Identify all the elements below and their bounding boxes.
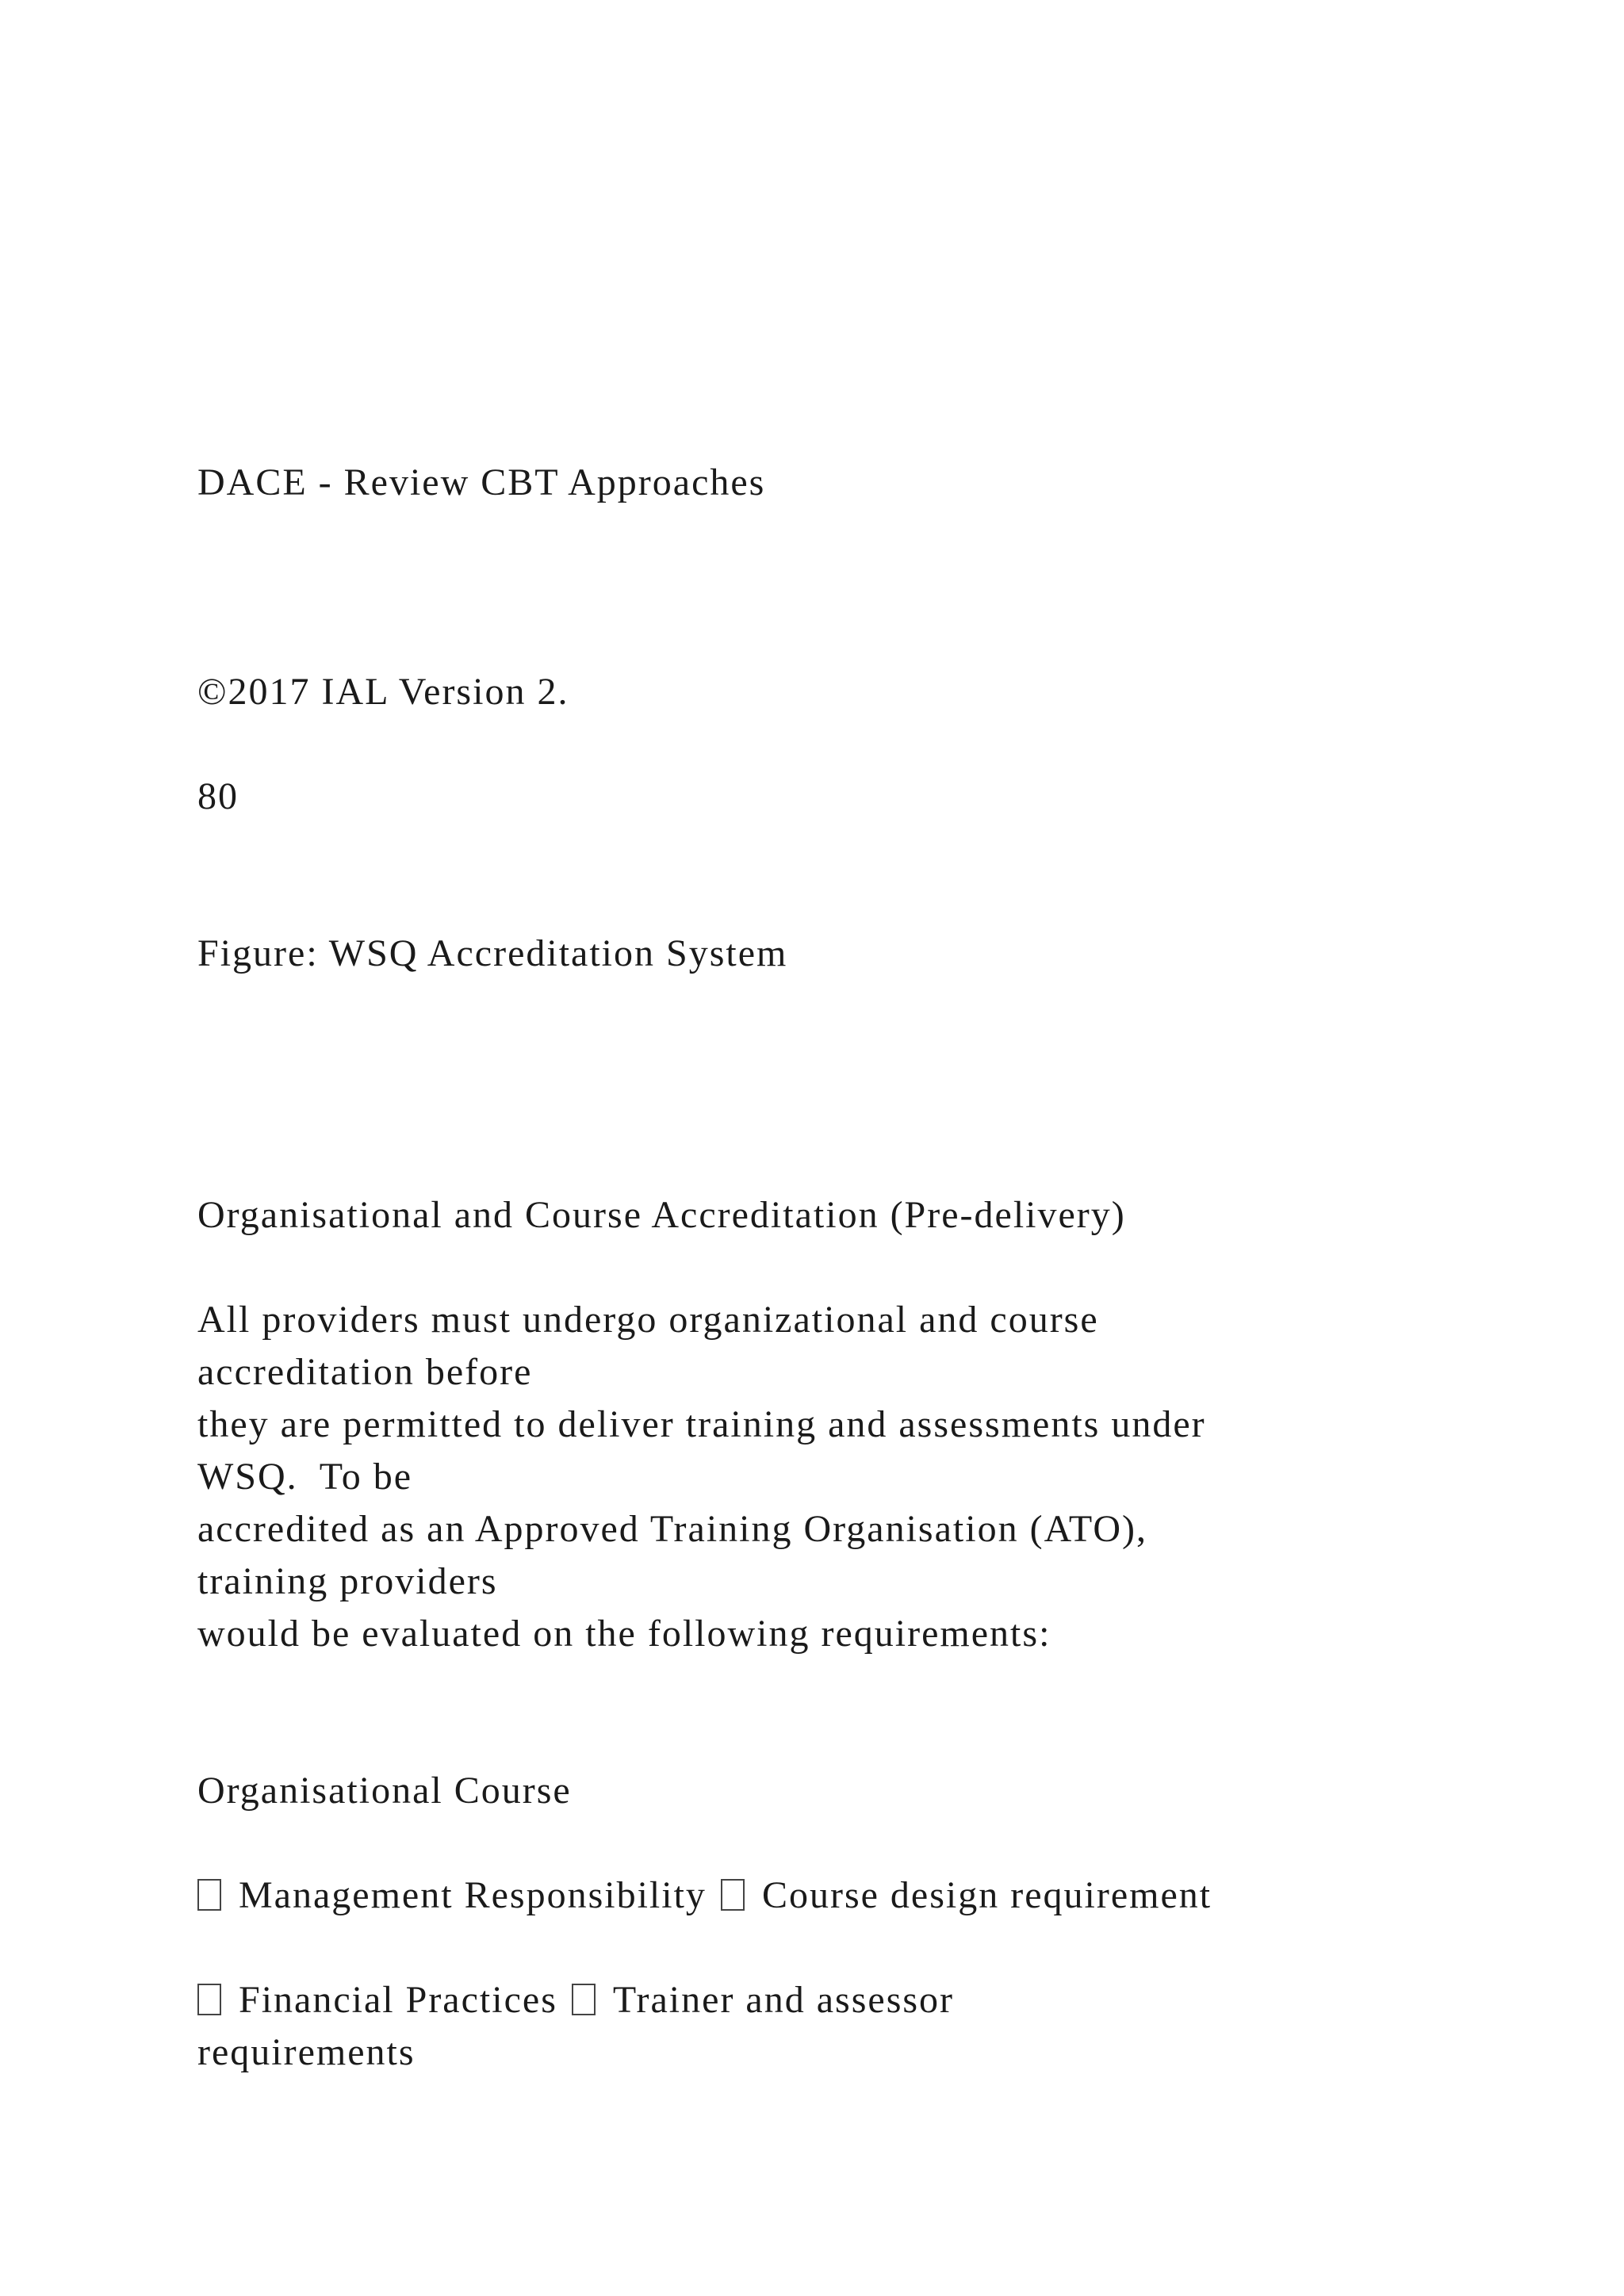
missing-glyph-icon — [197, 1984, 221, 2015]
page-number: 80 — [197, 775, 239, 817]
copyright-line: ©2017 IAL Version 2. — [197, 671, 569, 713]
paragraph-line: would be evaluated on the following requirements: — [197, 1613, 1051, 1655]
section-heading: Organisational and Course Accreditation (Pre-delivery) — [197, 1194, 1126, 1236]
requirement-organisational: Management Responsibility — [239, 1874, 707, 1916]
requirement-organisational: Financial Practices — [239, 1979, 557, 2021]
missing-glyph-icon — [721, 1879, 745, 1911]
requirements-columns-label: Organisational Course — [197, 1770, 572, 1812]
missing-glyph-icon — [197, 1879, 221, 1911]
paragraph-line: All providers must undergo organizational and course — [197, 1299, 1099, 1341]
paragraph-line: accreditation before — [197, 1351, 533, 1393]
paragraph-line: training providers — [197, 1560, 498, 1602]
document-title: DACE - Review CBT Approaches — [197, 461, 766, 503]
paragraph-line: they are permitted to deliver training and assessments under — [197, 1403, 1206, 1445]
requirement-course: Course design requirement — [761, 1874, 1212, 1916]
requirements-row — [197, 1869, 1212, 1922]
figure-caption: Figure: WSQ Accreditation System — [197, 932, 788, 974]
paragraph-line: accredited as an Approved Training Organisation (ATO), — [197, 1508, 1148, 1550]
requirements-row — [197, 1974, 954, 2026]
requirement-course-continued: requirements — [197, 2031, 416, 2073]
paragraph-line: WSQ. To be — [197, 1456, 413, 1498]
missing-glyph-icon — [572, 1984, 596, 2015]
requirement-course: Trainer and assessor — [612, 1979, 955, 2021]
